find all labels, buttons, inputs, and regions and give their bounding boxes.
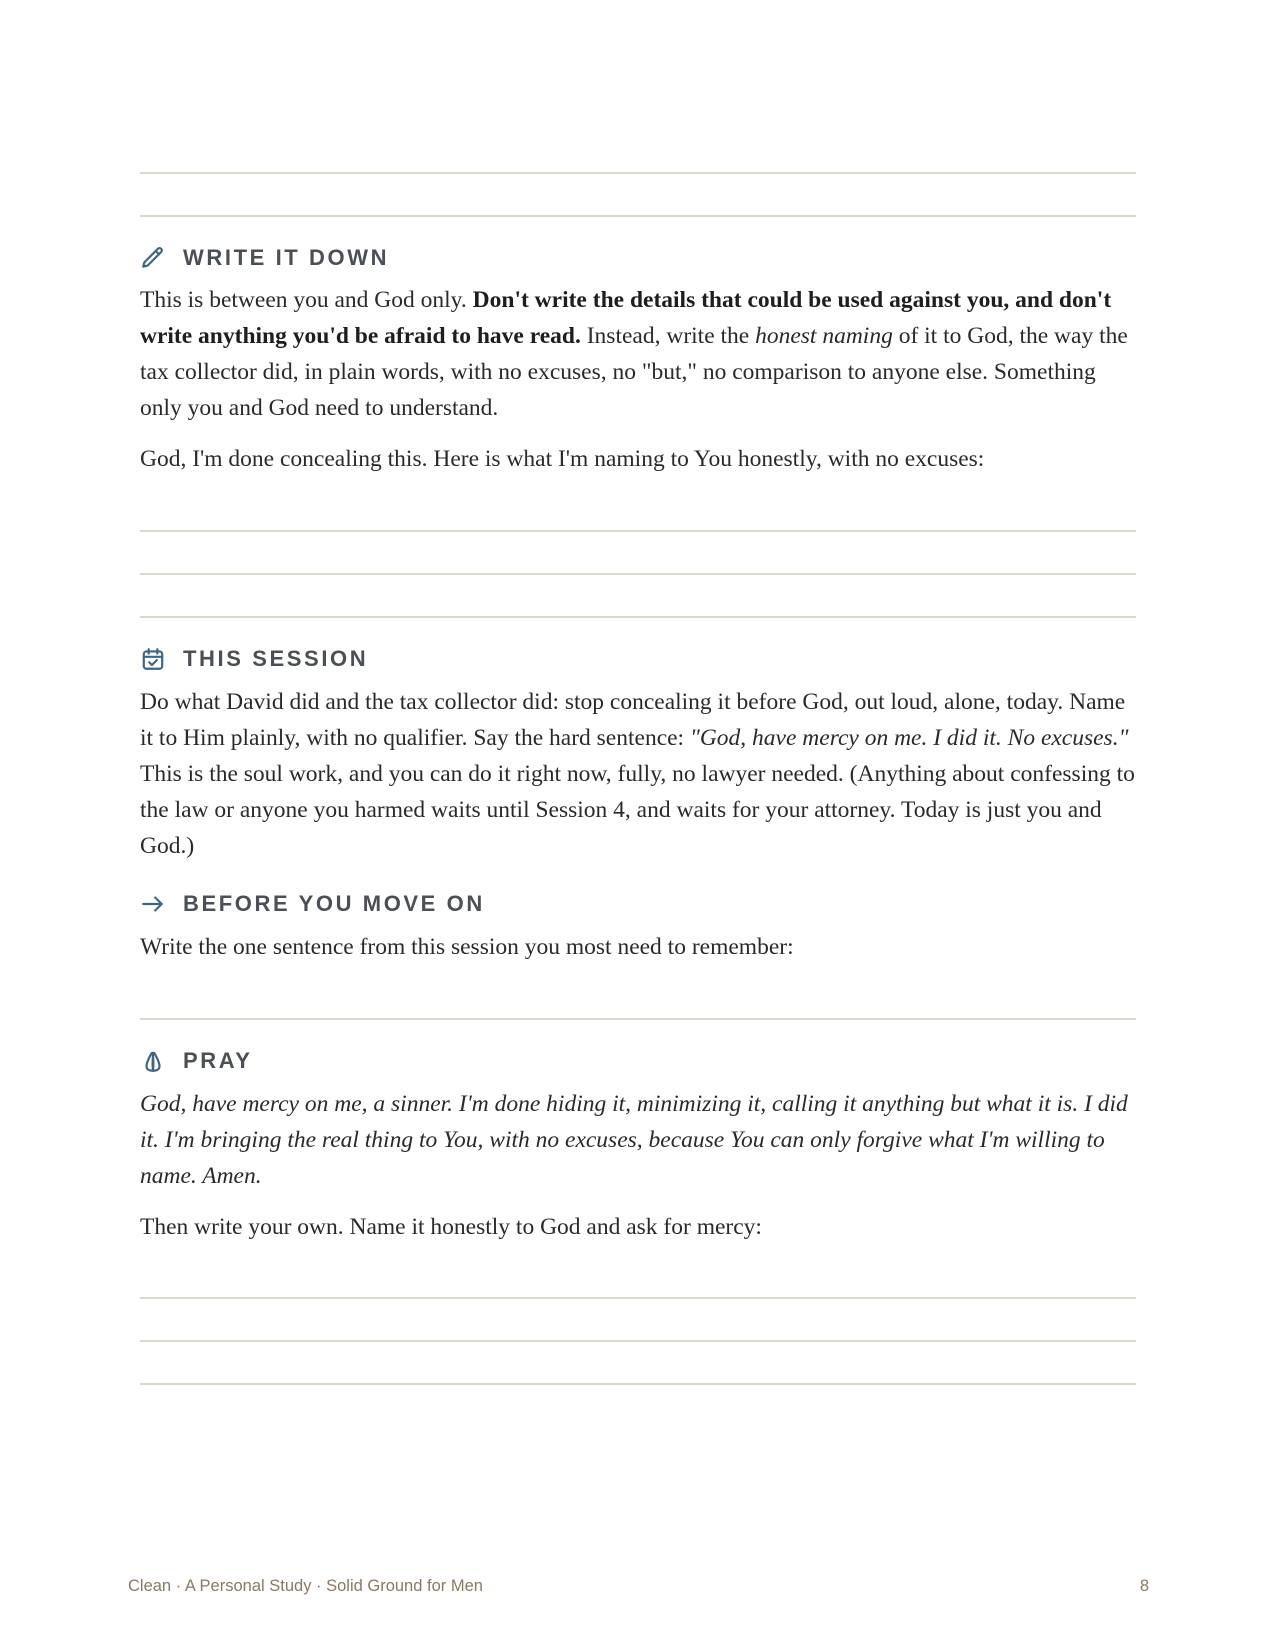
page-number: 8	[1139, 1577, 1149, 1595]
emphasis: honest naming	[755, 323, 893, 349]
this-session-body: Do what David did and the tax collector did: stop concealing it before God, out loud, alone, today. Name it to Him plainly, with no qualifier. Say the hard sentence: "God, have mercy on me. I did it. No excuses." This is the soul work, and you can do it right now, fully, no lawyer needed. (Anything about confessing to the law or anyone you harmed waits until Session 4, and waits for your attorney. Today is just you and God.)	[140, 689, 1135, 859]
pencil-icon	[140, 245, 166, 271]
writing-line[interactable]	[140, 172, 1136, 174]
footer-title: Clean · A Personal Study · Solid Ground for Men	[128, 1577, 483, 1595]
section-heading-write-it-down	[140, 241, 389, 275]
writing-line[interactable]	[140, 573, 1136, 575]
writing-line[interactable]	[140, 616, 1136, 618]
section-title: BEFORE YOU MOVE ON	[183, 891, 485, 916]
writing-line[interactable]	[140, 1297, 1136, 1299]
before-you-move-on-prompt: Write the one sentence from this session you most need to remember:	[140, 934, 794, 960]
section-heading-before-you-move-on	[140, 887, 485, 921]
write-it-down-intro: This is between you and God only. Don't write the details that could be used against you, and don't write anything you'd be afraid to have read. Instead, write the honest naming of it to God, the way the tax collector did, in plain words, with no excuses, no "but," no comparison to anyone else. Something only you and God need to understand.	[140, 287, 1128, 421]
arrow-right-icon	[140, 891, 166, 917]
hard-sentence: "God, have mercy on me. I did it. No excuses."	[689, 725, 1129, 751]
bold-warning: Don't write the details that could be used against you, and don't write anything you'd be afraid to have read.	[140, 287, 1112, 349]
writing-line[interactable]	[140, 1340, 1136, 1342]
writing-line[interactable]	[140, 1383, 1136, 1385]
pray-prompt: Then write your own. Name it honestly to God and ask for mercy:	[140, 1214, 762, 1240]
writing-line[interactable]	[140, 215, 1136, 217]
writing-line[interactable]	[140, 530, 1136, 532]
writing-line[interactable]	[140, 1018, 1136, 1020]
prayer-text: God, have mercy on me, a sinner. I'm done hiding it, minimizing it, calling it anything but what it is. I did it. I'm bringing the real thing to You, with no excuses, because You can only forgive what I'm willing to name. Amen.	[140, 1091, 1128, 1189]
section-title: PRAY	[183, 1048, 253, 1073]
section-heading-pray	[140, 1044, 253, 1078]
section-title: THIS SESSION	[183, 646, 369, 671]
section-title: WRITE IT DOWN	[183, 245, 390, 270]
praying-hands-icon	[140, 1048, 166, 1074]
section-heading-this-session	[140, 642, 368, 676]
write-it-down-prompt: God, I'm done concealing this. Here is what I'm naming to You honestly, with no excuses:	[140, 446, 985, 472]
calendar-check-icon	[140, 646, 166, 672]
